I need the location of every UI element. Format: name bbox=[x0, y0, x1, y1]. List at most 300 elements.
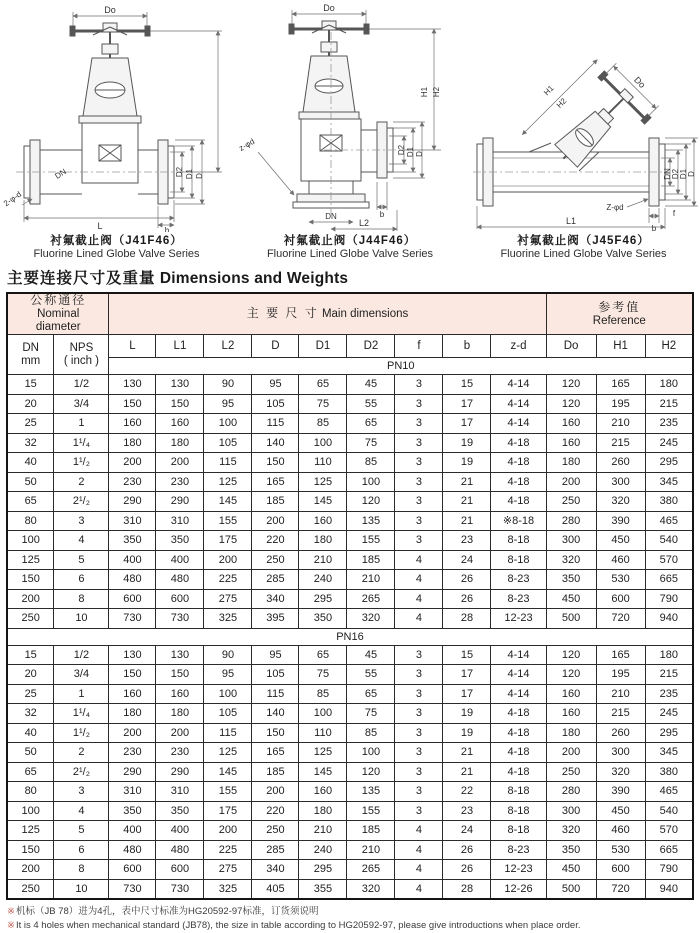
table-row bbox=[7, 589, 693, 609]
table-cell: 530 bbox=[596, 570, 645, 590]
dim-label-d2: D2 bbox=[671, 168, 680, 180]
dim-label-d1: D1 bbox=[679, 168, 688, 180]
table-row bbox=[7, 704, 693, 724]
table-row bbox=[7, 531, 693, 551]
table-cell: 90 bbox=[204, 645, 252, 665]
table-cell: 8 bbox=[54, 860, 109, 880]
table-cell: 100 bbox=[299, 704, 347, 724]
table-cell: 130 bbox=[109, 375, 156, 395]
table-cell: 570 bbox=[645, 550, 693, 570]
table-cell: 10 bbox=[54, 609, 109, 629]
table-cell: 24 bbox=[443, 821, 491, 841]
table-cell: 80 bbox=[7, 782, 54, 802]
table-cell: 405 bbox=[252, 879, 299, 899]
table-cell: 280 bbox=[546, 511, 596, 531]
table-cell: 210 bbox=[347, 570, 395, 590]
table-cell: 4 bbox=[395, 589, 443, 609]
figure-j44f46 bbox=[234, 2, 467, 262]
dim-label-h2: H2 bbox=[431, 86, 441, 98]
valve-figures-row bbox=[0, 0, 700, 262]
table-cell: 125 bbox=[204, 743, 252, 763]
table-cell: 160 bbox=[109, 414, 156, 434]
table-cell: 125 bbox=[7, 550, 54, 570]
table-cell: 160 bbox=[546, 684, 596, 704]
table-cell: 135 bbox=[347, 782, 395, 802]
table-cell: 75 bbox=[347, 433, 395, 453]
table-cell: 400 bbox=[109, 550, 156, 570]
dim-label-zd: 2-φ-d bbox=[2, 189, 24, 209]
dim-label-b: b bbox=[379, 210, 384, 219]
table-cell: 210 bbox=[596, 684, 645, 704]
table-cell: 6 bbox=[54, 840, 109, 860]
table-cell: 8-23 bbox=[491, 589, 546, 609]
table-cell: 3 bbox=[395, 782, 443, 802]
table-cell: 110 bbox=[299, 453, 347, 473]
table-cell: 400 bbox=[156, 821, 204, 841]
table-cell: 250 bbox=[7, 609, 54, 629]
table-cell: 85 bbox=[299, 684, 347, 704]
dim-label-d: D bbox=[195, 173, 204, 179]
table-cell: 250 bbox=[546, 762, 596, 782]
table-cell: 3 bbox=[395, 762, 443, 782]
table-cell: 4 bbox=[395, 840, 443, 860]
table-cell: 90 bbox=[204, 375, 252, 395]
table-cell: 26 bbox=[443, 860, 491, 880]
table-row bbox=[7, 414, 693, 434]
table-cell: 790 bbox=[645, 589, 693, 609]
table-cell: 21 bbox=[443, 472, 491, 492]
table-cell: 350 bbox=[299, 609, 347, 629]
pn-section-row bbox=[7, 628, 693, 645]
table-cell: 210 bbox=[299, 821, 347, 841]
table-cell: 105 bbox=[252, 665, 299, 685]
header-col-L2: L2 bbox=[204, 335, 252, 358]
table-cell: 23 bbox=[443, 531, 491, 551]
table-cell: 21 bbox=[443, 743, 491, 763]
caption-zh: 衬氟截止阀（J45F46） bbox=[517, 235, 650, 247]
table-cell: 120 bbox=[546, 375, 596, 395]
table-cell: 100 bbox=[7, 531, 54, 551]
table-cell: 790 bbox=[645, 860, 693, 880]
table-cell: 65 bbox=[299, 645, 347, 665]
table-cell: 100 bbox=[347, 472, 395, 492]
table-cell: 4 bbox=[395, 821, 443, 841]
table-row bbox=[7, 879, 693, 899]
dim-label-h2: H2 bbox=[554, 96, 569, 110]
table-cell: 220 bbox=[252, 531, 299, 551]
table-cell: 310 bbox=[156, 782, 204, 802]
table-cell: 480 bbox=[109, 570, 156, 590]
table-row bbox=[7, 782, 693, 802]
table-cell: 8 bbox=[54, 589, 109, 609]
table-cell: 250 bbox=[546, 492, 596, 512]
table-cell: 150 bbox=[7, 570, 54, 590]
table-cell: 25 bbox=[7, 414, 54, 434]
table-cell: 2¹/₂ bbox=[54, 492, 109, 512]
table-cell: 6 bbox=[54, 570, 109, 590]
table-cell: 180 bbox=[156, 433, 204, 453]
table-cell: 1/2 bbox=[54, 645, 109, 665]
table-row bbox=[7, 609, 693, 629]
dim-label-dn: DN bbox=[324, 212, 337, 221]
table-cell: 3 bbox=[395, 704, 443, 724]
figure-caption bbox=[33, 234, 199, 262]
table-cell: 2¹/₂ bbox=[54, 762, 109, 782]
table-cell: 3 bbox=[54, 782, 109, 802]
table-row bbox=[7, 433, 693, 453]
table-cell: 26 bbox=[443, 589, 491, 609]
table-cell: 4 bbox=[395, 879, 443, 899]
table-cell: 105 bbox=[204, 704, 252, 724]
table-row bbox=[7, 492, 693, 512]
table-cell: 295 bbox=[299, 860, 347, 880]
table-cell: 720 bbox=[596, 879, 645, 899]
table-cell: 4-14 bbox=[491, 684, 546, 704]
table-cell: 260 bbox=[596, 723, 645, 743]
pn-section-label: PN16 bbox=[7, 628, 693, 645]
table-cell: 3 bbox=[395, 453, 443, 473]
dim-label-do: Do bbox=[104, 5, 116, 15]
table-cell: 450 bbox=[596, 531, 645, 551]
table-cell: 940 bbox=[645, 609, 693, 629]
table-row bbox=[7, 840, 693, 860]
table-cell: 4 bbox=[54, 531, 109, 551]
table-cell: 21 bbox=[443, 511, 491, 531]
table-row bbox=[7, 511, 693, 531]
table-cell: 180 bbox=[156, 704, 204, 724]
table-cell: 480 bbox=[156, 840, 204, 860]
table-cell: 65 bbox=[7, 762, 54, 782]
table-cell: 175 bbox=[204, 531, 252, 551]
table-cell: 600 bbox=[156, 860, 204, 880]
table-cell: 290 bbox=[109, 762, 156, 782]
table-cell: 290 bbox=[156, 762, 204, 782]
dim-label-zd: z-φd bbox=[236, 136, 256, 153]
table-row bbox=[7, 860, 693, 880]
table-cell: 540 bbox=[645, 531, 693, 551]
table-cell: 3 bbox=[395, 684, 443, 704]
table-cell: 160 bbox=[299, 511, 347, 531]
dim-label-do: Do bbox=[322, 3, 335, 13]
dim-label-do: Do bbox=[632, 74, 648, 90]
table-cell: 300 bbox=[546, 801, 596, 821]
table-cell: 4-18 bbox=[491, 453, 546, 473]
table-cell: 180 bbox=[645, 645, 693, 665]
table-cell: 200 bbox=[109, 723, 156, 743]
table-cell: 20 bbox=[7, 665, 54, 685]
valve-body-drawing bbox=[16, 23, 182, 204]
table-cell: 3 bbox=[395, 645, 443, 665]
section-title bbox=[7, 266, 700, 288]
table-cell: 3 bbox=[395, 511, 443, 531]
table-cell: 40 bbox=[7, 453, 54, 473]
header-group-row bbox=[7, 293, 693, 335]
header-col-b: b bbox=[443, 335, 491, 358]
table-cell: 65 bbox=[347, 684, 395, 704]
table-cell: 8-23 bbox=[491, 840, 546, 860]
table-cell: 295 bbox=[645, 453, 693, 473]
table-row bbox=[7, 801, 693, 821]
table-cell: 175 bbox=[204, 801, 252, 821]
table-cell: 120 bbox=[546, 394, 596, 414]
header-dn: DN mm bbox=[7, 335, 54, 375]
caption-zh: 衬氟截止阀（J41F46） bbox=[50, 235, 183, 247]
table-cell: 225 bbox=[204, 840, 252, 860]
table-cell: 22 bbox=[443, 782, 491, 802]
table-cell: 165 bbox=[596, 645, 645, 665]
table-cell: 350 bbox=[109, 801, 156, 821]
table-cell: 250 bbox=[7, 879, 54, 899]
table-cell: 1 bbox=[54, 414, 109, 434]
table-cell: 19 bbox=[443, 704, 491, 724]
table-cell: 1/2 bbox=[54, 375, 109, 395]
table-cell: 75 bbox=[347, 704, 395, 724]
table-cell: 1¹/₄ bbox=[54, 704, 109, 724]
table-cell: 230 bbox=[156, 743, 204, 763]
table-cell: 115 bbox=[204, 453, 252, 473]
table-cell: 5 bbox=[54, 821, 109, 841]
header-main-dimensions: 主 要 尺 寸 Main dimensions bbox=[109, 293, 546, 335]
table-cell: 130 bbox=[156, 645, 204, 665]
footnotes bbox=[7, 905, 700, 933]
table-body bbox=[7, 375, 693, 900]
figure-caption bbox=[267, 234, 433, 262]
table-cell: 5 bbox=[54, 550, 109, 570]
table-cell: 320 bbox=[596, 492, 645, 512]
table-cell: 350 bbox=[156, 531, 204, 551]
caption-en: Fluorine Lined Globe Valve Series bbox=[500, 248, 667, 261]
header-col-zd: z-d bbox=[491, 335, 546, 358]
table-cell: 180 bbox=[546, 453, 596, 473]
table-cell: 4-18 bbox=[491, 743, 546, 763]
table-cell: 65 bbox=[7, 492, 54, 512]
table-cell: 665 bbox=[645, 570, 693, 590]
table-cell: 250 bbox=[252, 550, 299, 570]
header-col-H1: H1 bbox=[596, 335, 645, 358]
table-cell: 19 bbox=[443, 723, 491, 743]
table-cell: 150 bbox=[156, 665, 204, 685]
table-cell: 380 bbox=[645, 762, 693, 782]
table-cell: 230 bbox=[109, 743, 156, 763]
table-cell: 3 bbox=[395, 743, 443, 763]
table-cell: 155 bbox=[347, 531, 395, 551]
table-cell: 350 bbox=[546, 840, 596, 860]
table-cell: 320 bbox=[546, 550, 596, 570]
table-cell: 185 bbox=[252, 492, 299, 512]
table-cell: 450 bbox=[596, 801, 645, 821]
table-cell: 15 bbox=[443, 645, 491, 665]
table-cell: 200 bbox=[546, 472, 596, 492]
table-cell: 150 bbox=[7, 840, 54, 860]
table-cell: 180 bbox=[299, 801, 347, 821]
table-row bbox=[7, 665, 693, 685]
table-cell: 150 bbox=[252, 453, 299, 473]
valve-body-drawing bbox=[289, 21, 402, 214]
table-cell: 4-14 bbox=[491, 394, 546, 414]
table-cell: 3 bbox=[395, 665, 443, 685]
header-nominal-diameter: 公称通径 Nominal diameter bbox=[7, 293, 109, 335]
table-cell: 3 bbox=[395, 531, 443, 551]
table-cell: 465 bbox=[645, 511, 693, 531]
dim-label-h1: H1 bbox=[419, 86, 429, 98]
table-cell: 290 bbox=[156, 492, 204, 512]
table-cell: 340 bbox=[252, 860, 299, 880]
table-cell: 4-18 bbox=[491, 472, 546, 492]
table-cell: 210 bbox=[299, 550, 347, 570]
table-row bbox=[7, 375, 693, 395]
table-cell: 20 bbox=[7, 394, 54, 414]
table-cell: 3/4 bbox=[54, 394, 109, 414]
table-cell: 730 bbox=[156, 609, 204, 629]
table-cell: 95 bbox=[252, 645, 299, 665]
table-cell: 730 bbox=[156, 879, 204, 899]
footnote-zh bbox=[7, 905, 700, 919]
table-cell: 4-18 bbox=[491, 762, 546, 782]
table-cell: 480 bbox=[156, 570, 204, 590]
table-cell: 265 bbox=[347, 860, 395, 880]
footnote-text: 机标（JB 78）进为4孔，表中尺寸标准为HG20592-97标准，订货须说明 bbox=[15, 906, 319, 918]
table-cell: 100 bbox=[204, 414, 252, 434]
table-cell: 95 bbox=[204, 665, 252, 685]
table-cell: 200 bbox=[204, 550, 252, 570]
table-cell: 395 bbox=[252, 609, 299, 629]
dim-label-d1: D1 bbox=[405, 146, 415, 158]
section-title-en: Dimensions and Weights bbox=[159, 270, 349, 288]
table-cell: 300 bbox=[596, 743, 645, 763]
table-cell: 140 bbox=[252, 433, 299, 453]
table-cell: 155 bbox=[204, 511, 252, 531]
table-cell: 155 bbox=[347, 801, 395, 821]
table-cell: 165 bbox=[252, 472, 299, 492]
table-cell: 2 bbox=[54, 743, 109, 763]
table-cell: 350 bbox=[109, 531, 156, 551]
table-row bbox=[7, 743, 693, 763]
footnote-en bbox=[7, 919, 700, 933]
table-cell: 150 bbox=[252, 723, 299, 743]
table-cell: 85 bbox=[347, 453, 395, 473]
table-cell: 500 bbox=[546, 879, 596, 899]
table-cell: 4 bbox=[54, 801, 109, 821]
table-cell: 3 bbox=[395, 801, 443, 821]
valve-drawing-j45f46 bbox=[467, 2, 700, 232]
table-cell: 17 bbox=[443, 684, 491, 704]
table-cell: 540 bbox=[645, 801, 693, 821]
dim-label-d1: D1 bbox=[185, 168, 194, 180]
table-cell: 250 bbox=[252, 821, 299, 841]
table-cell: 3 bbox=[395, 723, 443, 743]
table-row bbox=[7, 723, 693, 743]
table-cell: 105 bbox=[204, 433, 252, 453]
table-cell: 320 bbox=[347, 609, 395, 629]
table-cell: 12-26 bbox=[491, 879, 546, 899]
footnote-text: It is 4 holes when mechanical standard (JB78), the size in table according to HG20592-97, please give introductions when place order. bbox=[15, 920, 581, 932]
table-cell: 26 bbox=[443, 570, 491, 590]
table-cell: 160 bbox=[109, 684, 156, 704]
table-cell: 460 bbox=[596, 550, 645, 570]
figure-j45f46 bbox=[467, 2, 700, 262]
table-cell: 32 bbox=[7, 704, 54, 724]
table-row bbox=[7, 821, 693, 841]
table-cell: 240 bbox=[299, 570, 347, 590]
dim-label-f: f bbox=[672, 209, 676, 218]
table-cell: 230 bbox=[156, 472, 204, 492]
table-cell: 310 bbox=[109, 782, 156, 802]
table-cell: 65 bbox=[347, 414, 395, 434]
table-cell: 4-14 bbox=[491, 375, 546, 395]
table-cell: 295 bbox=[299, 589, 347, 609]
table-cell: 245 bbox=[645, 433, 693, 453]
table-cell: 12-23 bbox=[491, 609, 546, 629]
table-cell: 320 bbox=[347, 879, 395, 899]
table-cell: 570 bbox=[645, 821, 693, 841]
table-cell: 3 bbox=[395, 414, 443, 434]
table-cell: 160 bbox=[546, 704, 596, 724]
table-cell: 15 bbox=[7, 375, 54, 395]
table-cell: 1¹/₂ bbox=[54, 453, 109, 473]
dim-label-l2: L2 bbox=[358, 218, 369, 228]
table-cell: 200 bbox=[7, 589, 54, 609]
header-reference: 参考值 Reference bbox=[546, 293, 693, 335]
table-cell: 235 bbox=[645, 684, 693, 704]
table-row bbox=[7, 472, 693, 492]
table-cell: 300 bbox=[596, 472, 645, 492]
header-col-H2: H2 bbox=[645, 335, 693, 358]
table-cell: 180 bbox=[645, 375, 693, 395]
table-cell: 125 bbox=[7, 821, 54, 841]
table-cell: 135 bbox=[347, 511, 395, 531]
header-col-L1: L1 bbox=[156, 335, 204, 358]
table-cell: 160 bbox=[156, 684, 204, 704]
table-cell: 4 bbox=[395, 550, 443, 570]
table-cell: 55 bbox=[347, 394, 395, 414]
table-cell: 200 bbox=[204, 821, 252, 841]
table-cell: 2 bbox=[54, 472, 109, 492]
table-cell: 15 bbox=[7, 645, 54, 665]
table-cell: 730 bbox=[109, 879, 156, 899]
caption-en: Fluorine Lined Globe Valve Series bbox=[266, 248, 434, 261]
dim-label-d2: D2 bbox=[396, 144, 406, 156]
pn-section-label: PN10 bbox=[109, 358, 693, 375]
table-cell: 4-18 bbox=[491, 433, 546, 453]
table-cell: 300 bbox=[546, 531, 596, 551]
footnote-mark: ※ bbox=[7, 920, 15, 932]
table-cell: 160 bbox=[546, 433, 596, 453]
table-cell: 125 bbox=[299, 743, 347, 763]
table-cell: 85 bbox=[347, 723, 395, 743]
table-cell: 150 bbox=[109, 665, 156, 685]
table-cell: 75 bbox=[299, 394, 347, 414]
table-cell: 600 bbox=[109, 860, 156, 880]
table-cell: 155 bbox=[204, 782, 252, 802]
table-cell: 105 bbox=[252, 394, 299, 414]
table-cell: 200 bbox=[252, 511, 299, 531]
table-cell: 40 bbox=[7, 723, 54, 743]
table-cell: 215 bbox=[645, 394, 693, 414]
table-cell: 95 bbox=[252, 375, 299, 395]
header-col-D1: D1 bbox=[299, 335, 347, 358]
header-col-L: L bbox=[109, 335, 156, 358]
table-cell: 23 bbox=[443, 801, 491, 821]
table-cell: 235 bbox=[645, 414, 693, 434]
table-row bbox=[7, 684, 693, 704]
table-cell: 600 bbox=[156, 589, 204, 609]
table-cell: 8-18 bbox=[491, 801, 546, 821]
dim-label-b: b bbox=[164, 226, 170, 232]
table-cell: 65 bbox=[299, 375, 347, 395]
table-cell: 8-18 bbox=[491, 821, 546, 841]
table-cell: 730 bbox=[109, 609, 156, 629]
table-cell: 45 bbox=[347, 375, 395, 395]
